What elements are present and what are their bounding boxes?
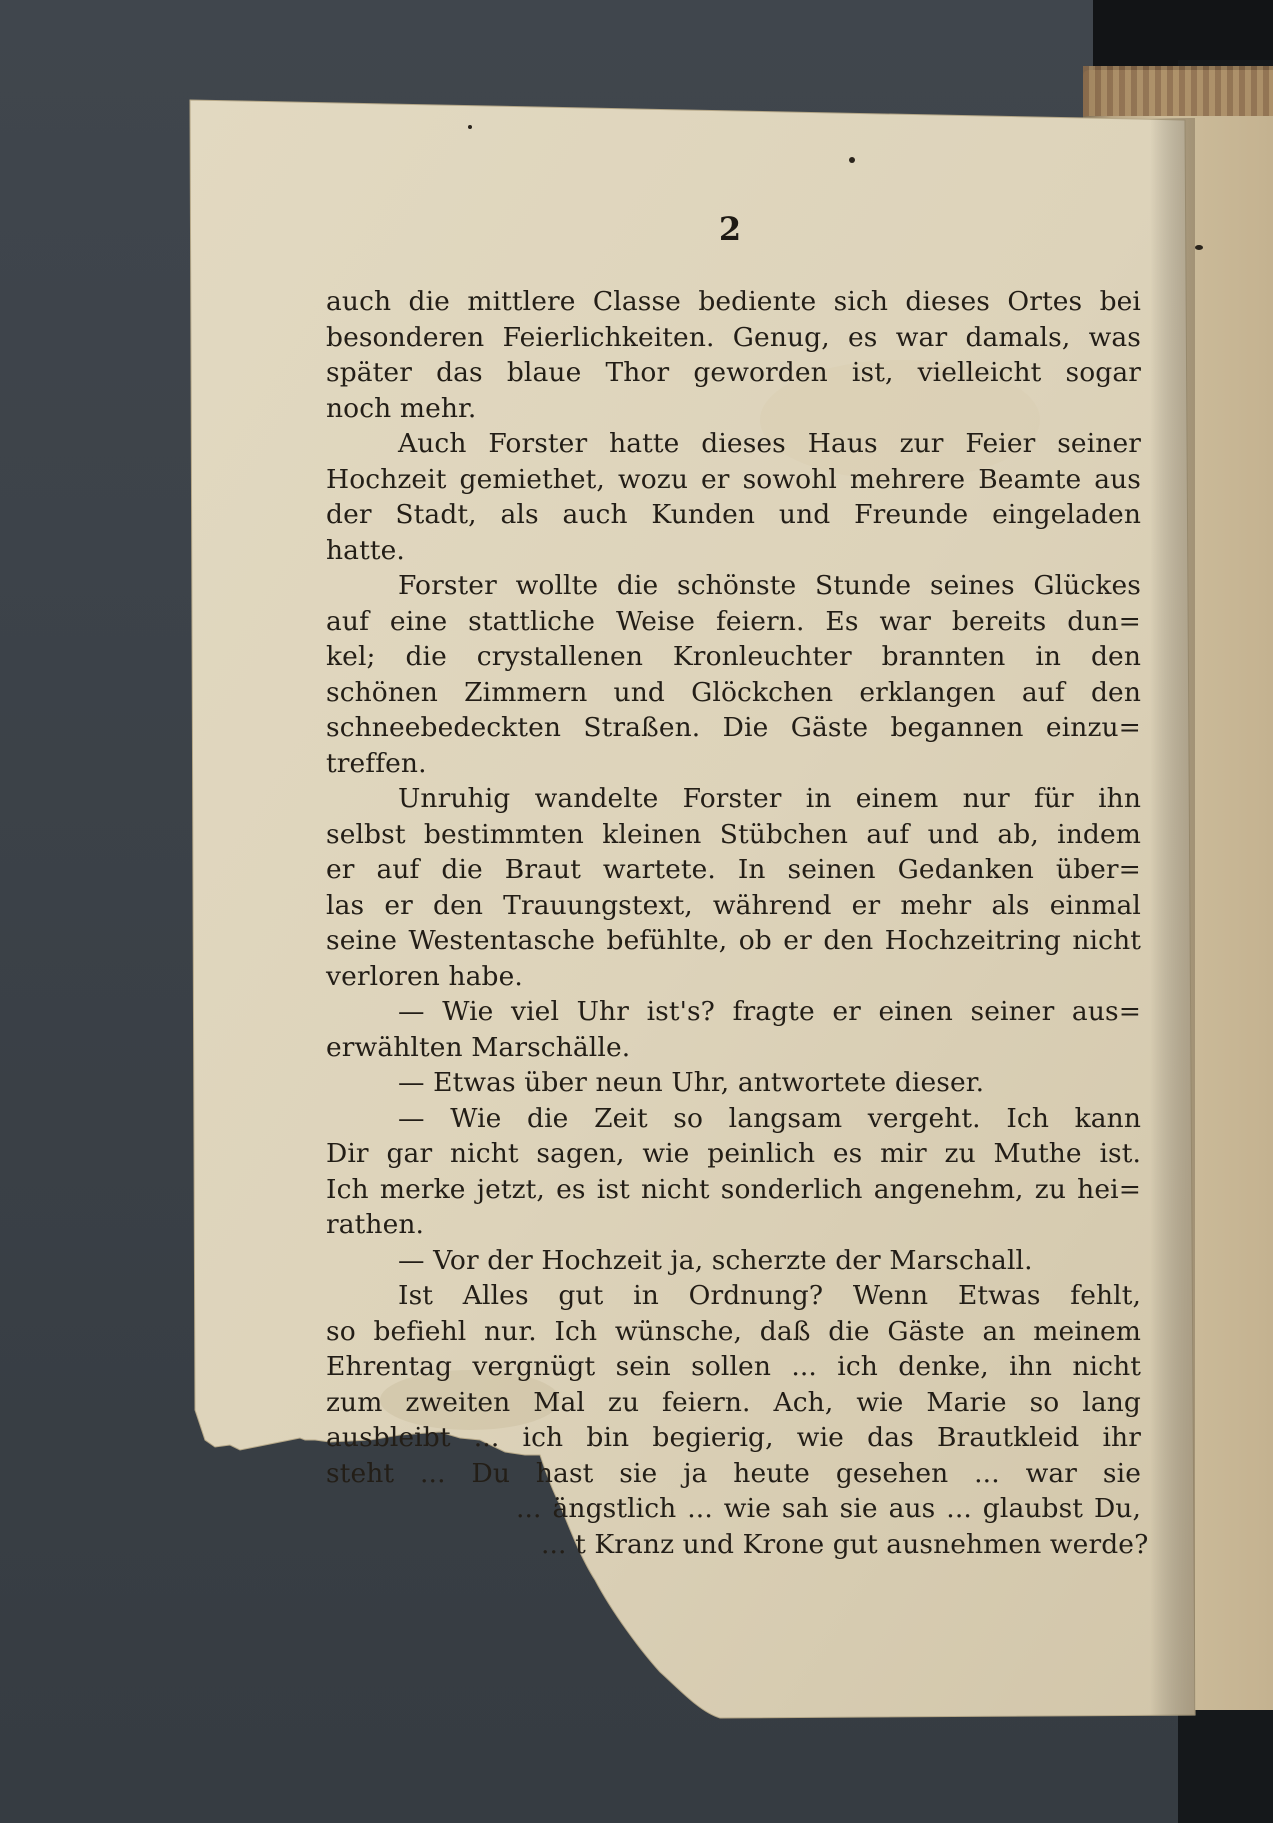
text-line: ... t Kranz und Krone gut ausnehmen werde? (541, 1528, 1149, 1560)
text-line: — Wie die Zeit so langsam vergeht. Ich kann (398, 1102, 1141, 1134)
text-line: treffen. (326, 747, 427, 779)
text-line: — Etwas über neun Uhr, antwortete dieser. (398, 1067, 985, 1098)
text-line: Hochzeit gemiethet, wozu er sowohl mehrere Beamte aus (326, 463, 1141, 495)
text-line: verloren habe. (326, 960, 523, 992)
text-line: steht ... Du hast sie ja heute gesehen ... war sie (326, 1457, 1141, 1489)
text-line: Unruhig wandelte Forster in einem nur für ihn (398, 783, 1141, 814)
text-line: auf eine stattliche Weise feiern. Es war bereits dun= (326, 605, 1141, 637)
text-line: rathen. (326, 1209, 425, 1240)
paper-speck (849, 157, 855, 163)
text-line: Ich merke jetzt, es ist nicht sonderlich angenehm, zu hei= (326, 1173, 1141, 1205)
text-line: Dir gar nicht sagen, wie peinlich es mir zu Muthe ist. (326, 1138, 1141, 1169)
text-line: — Vor der Hochzeit ja, scherzte der Marschall. (398, 1244, 1033, 1276)
text-line: schönen Zimmern und Glöckchen erklangen auf den (326, 676, 1141, 708)
text-line: besonderen Feierlichkeiten. Genug, es war damals, was (326, 321, 1141, 353)
body-text (326, 284, 1149, 1562)
text-line: später das blaue Thor geworden ist, vielleicht sogar (326, 357, 1141, 388)
text-line: Ehrentag vergnügt sein sollen ... ich denke, ihn nicht (326, 1351, 1141, 1382)
text-line: der Stadt, als auch Kunden und Freunde eingeladen (326, 499, 1141, 530)
text-line: selbst bestimmten kleinen Stübchen auf und ab, indem (326, 818, 1141, 850)
text-line: erwählten Marschälle. (326, 1031, 631, 1063)
text-line: las er den Trauungstext, während er mehr als einmal (326, 889, 1141, 921)
text-line: zum zweiten Mal zu feiern. Ach, wie Marie so lang (326, 1386, 1141, 1418)
text-line: ausbleibt ... ich bin begierig, wie das Brautkleid ihr (326, 1422, 1141, 1453)
text-line: schneebedeckten Straßen. Die Gäste begannen einzu= (326, 712, 1141, 743)
paper-speck (468, 125, 472, 129)
text-line: Forster wollte die schönste Stunde seines Glückes (398, 570, 1141, 601)
text-line: noch mehr. (326, 392, 477, 424)
text-line: seine Westentasche befühlte, ob er den Hochzeitring nicht (326, 925, 1141, 956)
text-line: auch die mittlere Classe bediente sich dieses Ortes bei (326, 286, 1141, 317)
text-line: — Wie viel Uhr ist's? fragte er einen seiner aus= (398, 996, 1141, 1027)
text-line: ... ängstlich ... wie sah sie aus ... glaubst Du, (516, 1493, 1141, 1524)
text-line: hatte. (326, 534, 405, 566)
text-line: er auf die Braut wartete. In seinen Gedanken über= (326, 854, 1141, 885)
text-line: Auch Forster hatte dieses Haus zur Feier seiner (398, 428, 1141, 459)
text-line: kel; die crystallenen Kronleuchter brannten in den (326, 641, 1141, 672)
text-line: so befiehl nur. Ich wünsche, daß die Gäste an meinem (326, 1315, 1141, 1347)
page-number: 2 (718, 210, 742, 248)
text-line: Ist Alles gut in Ordnung? Wenn Etwas fehlt, (398, 1280, 1141, 1311)
paper-speck (1195, 245, 1203, 250)
